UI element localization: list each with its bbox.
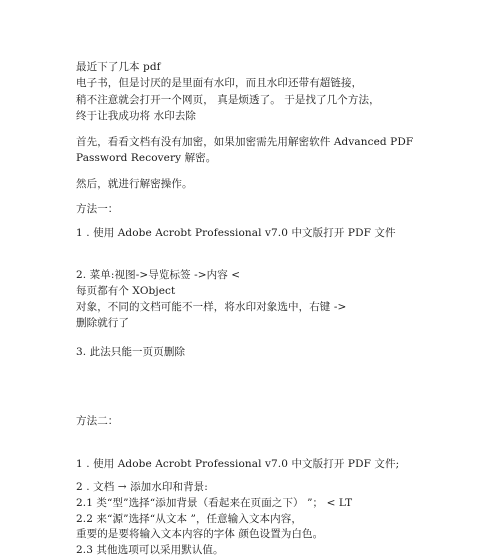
text-line: 1 . 使用 Adobe Acrobt Professional v7.0 中文版打开 PDF 文件	[76, 227, 396, 239]
section-heading: 方法一：	[76, 203, 119, 215]
text-line: 电子书，但是讨厌的是里面有水印，而且水印还带有超链接，	[76, 77, 363, 89]
text-line: 2.2 来“源”选择“从文本 ”，任意输入文本内容，	[76, 513, 302, 525]
text-line: 终于让我成功将 水印去除	[76, 110, 197, 122]
text-line: 2.3 其他选项可以采用默认值。	[76, 544, 224, 556]
text-line: 首先，看看文档有没有加密，如果加密需先用解密软件 Advanced PDF	[76, 136, 414, 148]
text-line: 2 . 文档 → 添加水印和背景:	[76, 481, 208, 493]
text-line: 1 . 使用 Adobe Acrobt Professional v7.0 中文版打开 PDF 文件;	[76, 458, 400, 470]
text-line: 2. 菜单:视图->导览标签 ->内容 <	[76, 269, 241, 281]
text-line: 每页都有个 XObject	[76, 285, 176, 297]
text-line: 3. 此法只能一页页删除	[76, 346, 186, 358]
text-line: Password Recovery 解密。	[76, 152, 217, 164]
text-line: 对象，不同的文档可能不一样，将水印对象选中，右键 ->	[76, 301, 347, 313]
text-line: 重要的是要将输入文本内容的字体 颜色设置为白色。	[76, 528, 324, 540]
text-line: 删除就行了	[76, 317, 129, 329]
text-line: 然后，就进行解密操作。	[76, 178, 193, 190]
text-line: 2.1 类“型”选择“添加背景（看起来在页面之下） ”； < LT	[76, 497, 353, 509]
text-line: 稍不注意就会打开一个网页， 真是烦透了。 于是找了几个方法，	[76, 94, 380, 106]
section-heading: 方法二：	[76, 415, 119, 427]
text-line: 最近下了几本 pdf	[76, 61, 161, 73]
